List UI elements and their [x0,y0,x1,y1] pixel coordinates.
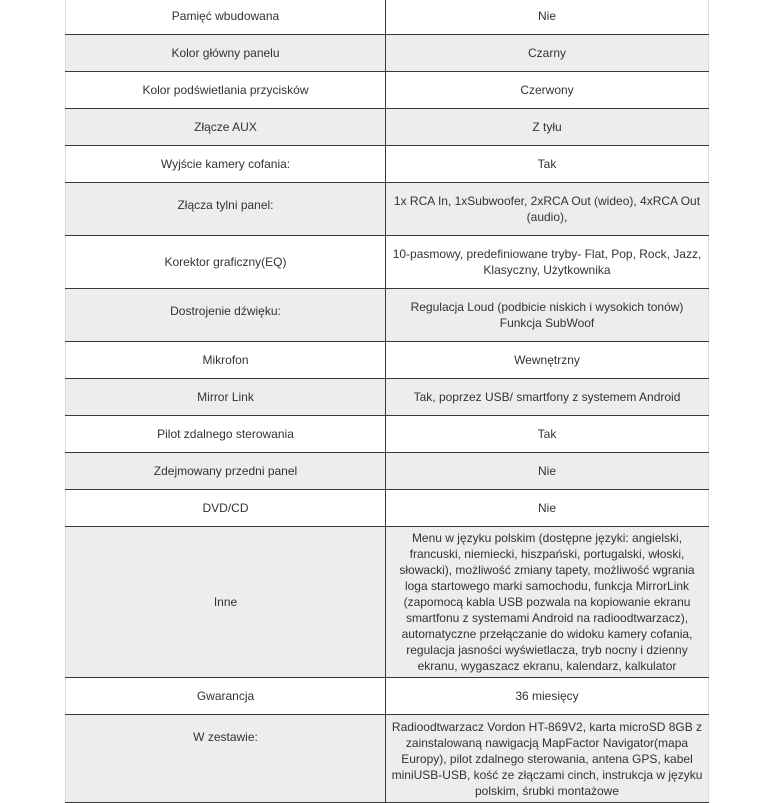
spec-value: Czarny [386,35,709,72]
spec-label: Mirror Link [66,379,386,416]
spec-label: Zdejmowany przedni panel [66,453,386,490]
spec-label: DVD/CD [66,490,386,527]
table-row [66,453,709,490]
spec-value: Czerwony [386,72,709,109]
table-row [66,183,709,236]
table-row [66,35,709,72]
spec-label: Korektor graficzny(EQ) [66,236,386,289]
spec-value: Radioodtwarzacz Vordon HT-869V2, karta microSD 8GB z zainstalowaną nawigacją MapFactor Navigator(mapa Europy), pilot zdalnego sterowania, antena GPS, kabel miniUSB-USB, kość ze złączami cinch, instrukcja w języku polskim, śrubki montażowe [386,715,709,803]
table-row [66,379,709,416]
spec-value: 10-pasmowy, predefiniowane tryby- Flat, Pop, Rock, Jazz, Klasyczny, Użytkownika [386,236,709,289]
spec-label: Mikrofon [66,342,386,379]
spec-value: Regulacja Loud (podbicie niskich i wysokich tonów) Funkcja SubWoof [386,289,709,342]
table-row [66,527,709,678]
table-row [66,678,709,715]
spec-table [65,0,709,803]
spec-value: 36 miesięcy [386,678,709,715]
table-row [66,109,709,146]
spec-value: Nie [386,490,709,527]
spec-value: Tak, poprzez USB/ smartfony z systemem Android [386,379,709,416]
table-row [66,715,709,803]
spec-label: Kolor główny panelu [66,35,386,72]
spec-value: Wewnętrzny [386,342,709,379]
spec-label: Pilot zdalnego sterowania [66,416,386,453]
table-row [66,289,709,342]
spec-label: Złącze AUX [66,109,386,146]
table-row [66,146,709,183]
table-row [66,342,709,379]
spec-label: Pamięć wbudowana [66,0,386,35]
spec-label: Wyjście kamery cofania: [66,146,386,183]
spec-value: 1x RCA In, 1xSubwoofer, 2xRCA Out (wideo), 4xRCA Out (audio), [386,183,709,236]
spec-value: Tak [386,416,709,453]
table-row [66,72,709,109]
spec-label: W zestawie: [66,715,386,803]
table-row [66,490,709,527]
spec-value: Nie [386,453,709,490]
spec-value: Z tyłu [386,109,709,146]
spec-value: Menu w języku polskim (dostępne języki: angielski, francuski, niemiecki, hiszpański, portugalski, włoski, słowacki), możliwość zmiany tapety, możliwość wgrania loga startowego marki samochodu, funkcja MirrorLink (zapomocą kabla USB pozwala na kopiowanie ekranu smartfonu z systemami Android na radioodtwarzacz), automatyczne przełączanie do widoku kamery cofania, regulacja jasności wyświetlacza, tryb nocny i dzienny ekranu, wygaszacz ekranu, kalendarz, kalkulator [386,527,709,678]
spec-label: Dostrojenie dźwięku: [66,289,386,342]
spec-label: Gwarancja [66,678,386,715]
spec-value: Nie [386,0,709,35]
spec-label: Kolor podświetlania przycisków [66,72,386,109]
spec-label: Inne [66,527,386,678]
spec-value: Tak [386,146,709,183]
table-row [66,236,709,289]
spec-label: Złącza tylni panel: [66,183,386,236]
table-row [66,0,709,35]
table-row [66,416,709,453]
